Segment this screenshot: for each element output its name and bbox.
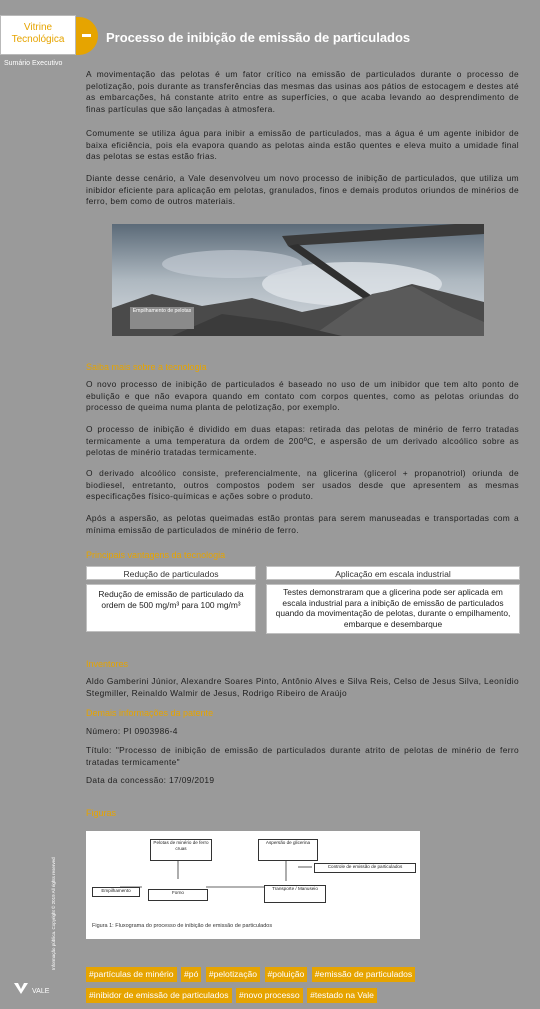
logo-text: VALE xyxy=(32,988,50,995)
page-title: Processo de inibição de emissão de particulados xyxy=(106,30,411,45)
patent-number-block xyxy=(86,726,519,738)
summary-label: Sumário Executivo xyxy=(4,60,63,67)
sidebar xyxy=(0,0,80,1009)
vale-logo xyxy=(12,978,58,1000)
advantage-title-1: Redução de particulados xyxy=(86,566,256,580)
about-text: Após a aspersão, as pelotas queimadas estão prontas para serem manuseadas e transportadas com a mínima emissão de particulados de minério de ferro. xyxy=(86,513,519,535)
tag-list xyxy=(86,964,506,1006)
tag[interactable]: #pelotização xyxy=(206,967,260,982)
section-heading-advantages: Principais vantagens da tecnologia xyxy=(86,550,226,560)
patent-title-block xyxy=(86,745,519,768)
photo-caption: Empilhamento de pelotas xyxy=(130,307,194,329)
intro-text: Diante desse cenário, a Vale desenvolveu um novo processo de inibição de particulados, que utiliza um inibidor eficiente para aplicação em pelotas, granulados, finos e demais produtos oriundos de minérios de ferro, bem como de outros materiais. xyxy=(86,173,519,207)
brand-badge xyxy=(0,15,76,55)
tag[interactable]: #pó xyxy=(181,967,201,982)
intro-text: Comumente se utiliza água para inibir a emissão de particulados, mas a água é um agente inibidor de baixa eficiência, pois ela evapora quando as pelotas ainda estão quentes e eleva muito a umidade final das pelotas se estas estão frias. xyxy=(86,128,519,162)
intro-paragraph-1 xyxy=(86,69,519,115)
advantage-title-2: Aplicação em escala industrial xyxy=(266,566,520,580)
flow-box-burning: Forno xyxy=(148,889,208,901)
section-heading-patent: Demais informações da patente xyxy=(86,708,214,718)
copyright-note: Informação pública. Copyright © 2019 All rights reserved xyxy=(51,857,56,970)
section-heading-inventors: Inventores xyxy=(86,659,129,669)
tag[interactable]: #emissão de particulados xyxy=(312,967,415,982)
flow-box-raw: Pelotas de minério de ferro cruas xyxy=(150,839,212,861)
about-paragraph-1 xyxy=(86,379,519,414)
flow-box-control: Controle de emissão de particulados xyxy=(314,863,416,873)
about-text: O novo processo de inibição de particulados é baseado no uso de um inibidor que tem alto ponto de ebulição e que não evapora quando em contato com corpos quentes, como as pelotas oriundas do processo de queima numa planta de pelotização, por exemplo. xyxy=(86,379,519,413)
brand-label: Vitrine Tecnológica xyxy=(11,22,65,45)
about-text: O derivado alcoólico consiste, preferencialmente, na glicerina (glicerol + propanotriol) oriunda de biodiesel, entretanto, outros compostos podem ser usados desde que apresentem as mesmas especificações físico-químicas e ações sobre o produto. xyxy=(86,468,519,502)
flow-box-spray: Aspersão de glicerina xyxy=(258,839,318,861)
section-heading-figures: Figuras xyxy=(86,808,117,818)
advantage-body-1: Redução de emissão de particulado da ordem de 500 mg/m³ para 100 mg/m³ xyxy=(86,584,256,632)
intro-paragraph-2 xyxy=(86,128,519,163)
arrow-icon xyxy=(76,17,98,55)
flowchart-figure xyxy=(86,831,420,939)
tag[interactable]: #novo processo xyxy=(236,988,303,1003)
patent-date-block xyxy=(86,775,519,787)
about-paragraph-3 xyxy=(86,468,519,503)
patent-date: Data da concessão: 17/09/2019 xyxy=(86,775,215,785)
tag[interactable]: #testado na Vale xyxy=(307,988,377,1003)
patent-number: Número: PI 0903986-4 xyxy=(86,726,178,736)
tag[interactable]: #inibidor de emissão de particulados xyxy=(86,988,232,1003)
tag[interactable]: #poluição xyxy=(265,967,308,982)
inventors-block xyxy=(86,676,519,699)
about-text: O processo de inibição é dividido em duas etapas: retirada das pelotas de minério de ferro tratadas termicamente a uma temperatura da ordem de 200ºC, e aspersão de um derivado alcoólico sobre as pelotas de minério tratadas termicamente. xyxy=(86,424,519,458)
intro-paragraph-3 xyxy=(86,173,519,208)
section-heading-about: Saiba mais sobre a tecnologia xyxy=(86,362,207,372)
advantage-body-2: Testes demonstraram que a glicerina pode ser aplicada em escala industrial para a inibição de emissão de particulados quando da movimentação de pelotas, durante o empilhamento, embarque e desembarque xyxy=(266,584,520,634)
patent-title: Título: "Processo de inibição de emissão de particulados durante atrito de pelotas de minério de ferro tratadas termicamente" xyxy=(86,745,519,767)
intro-text: A movimentação das pelotas é um fator crítico na emissão de particulados durante o processo de pelotização, pois durante as transferências das mesmas das usinas aos pátios de estocagem e destes até as embarcações, há constante atrito entre as superfícies, o que acaba levando ao desprendimento de finas partículas que são lançadas à atmosfera. xyxy=(86,69,519,114)
flow-box-stacking: Empilhamento xyxy=(92,887,140,897)
tag[interactable]: #partículas de minério xyxy=(86,967,177,982)
about-paragraph-2 xyxy=(86,424,519,459)
about-paragraph-4 xyxy=(86,513,519,536)
figure-caption: Figura 1: Fluxograma do processo de inibição de emissão de particulados xyxy=(92,923,273,929)
flow-box-transport: Transporte / Manuseio xyxy=(264,885,326,903)
inventors-text: Aldo Gamberini Júnior, Alexandre Soares Pinto, Antônio Alves e Silva Reis, Celso de Jesus Silva, Leonídio Stegmiller, Reinaldo Walmir de Jesus, Rodrigo Ribeiro de Araújo xyxy=(86,676,519,698)
